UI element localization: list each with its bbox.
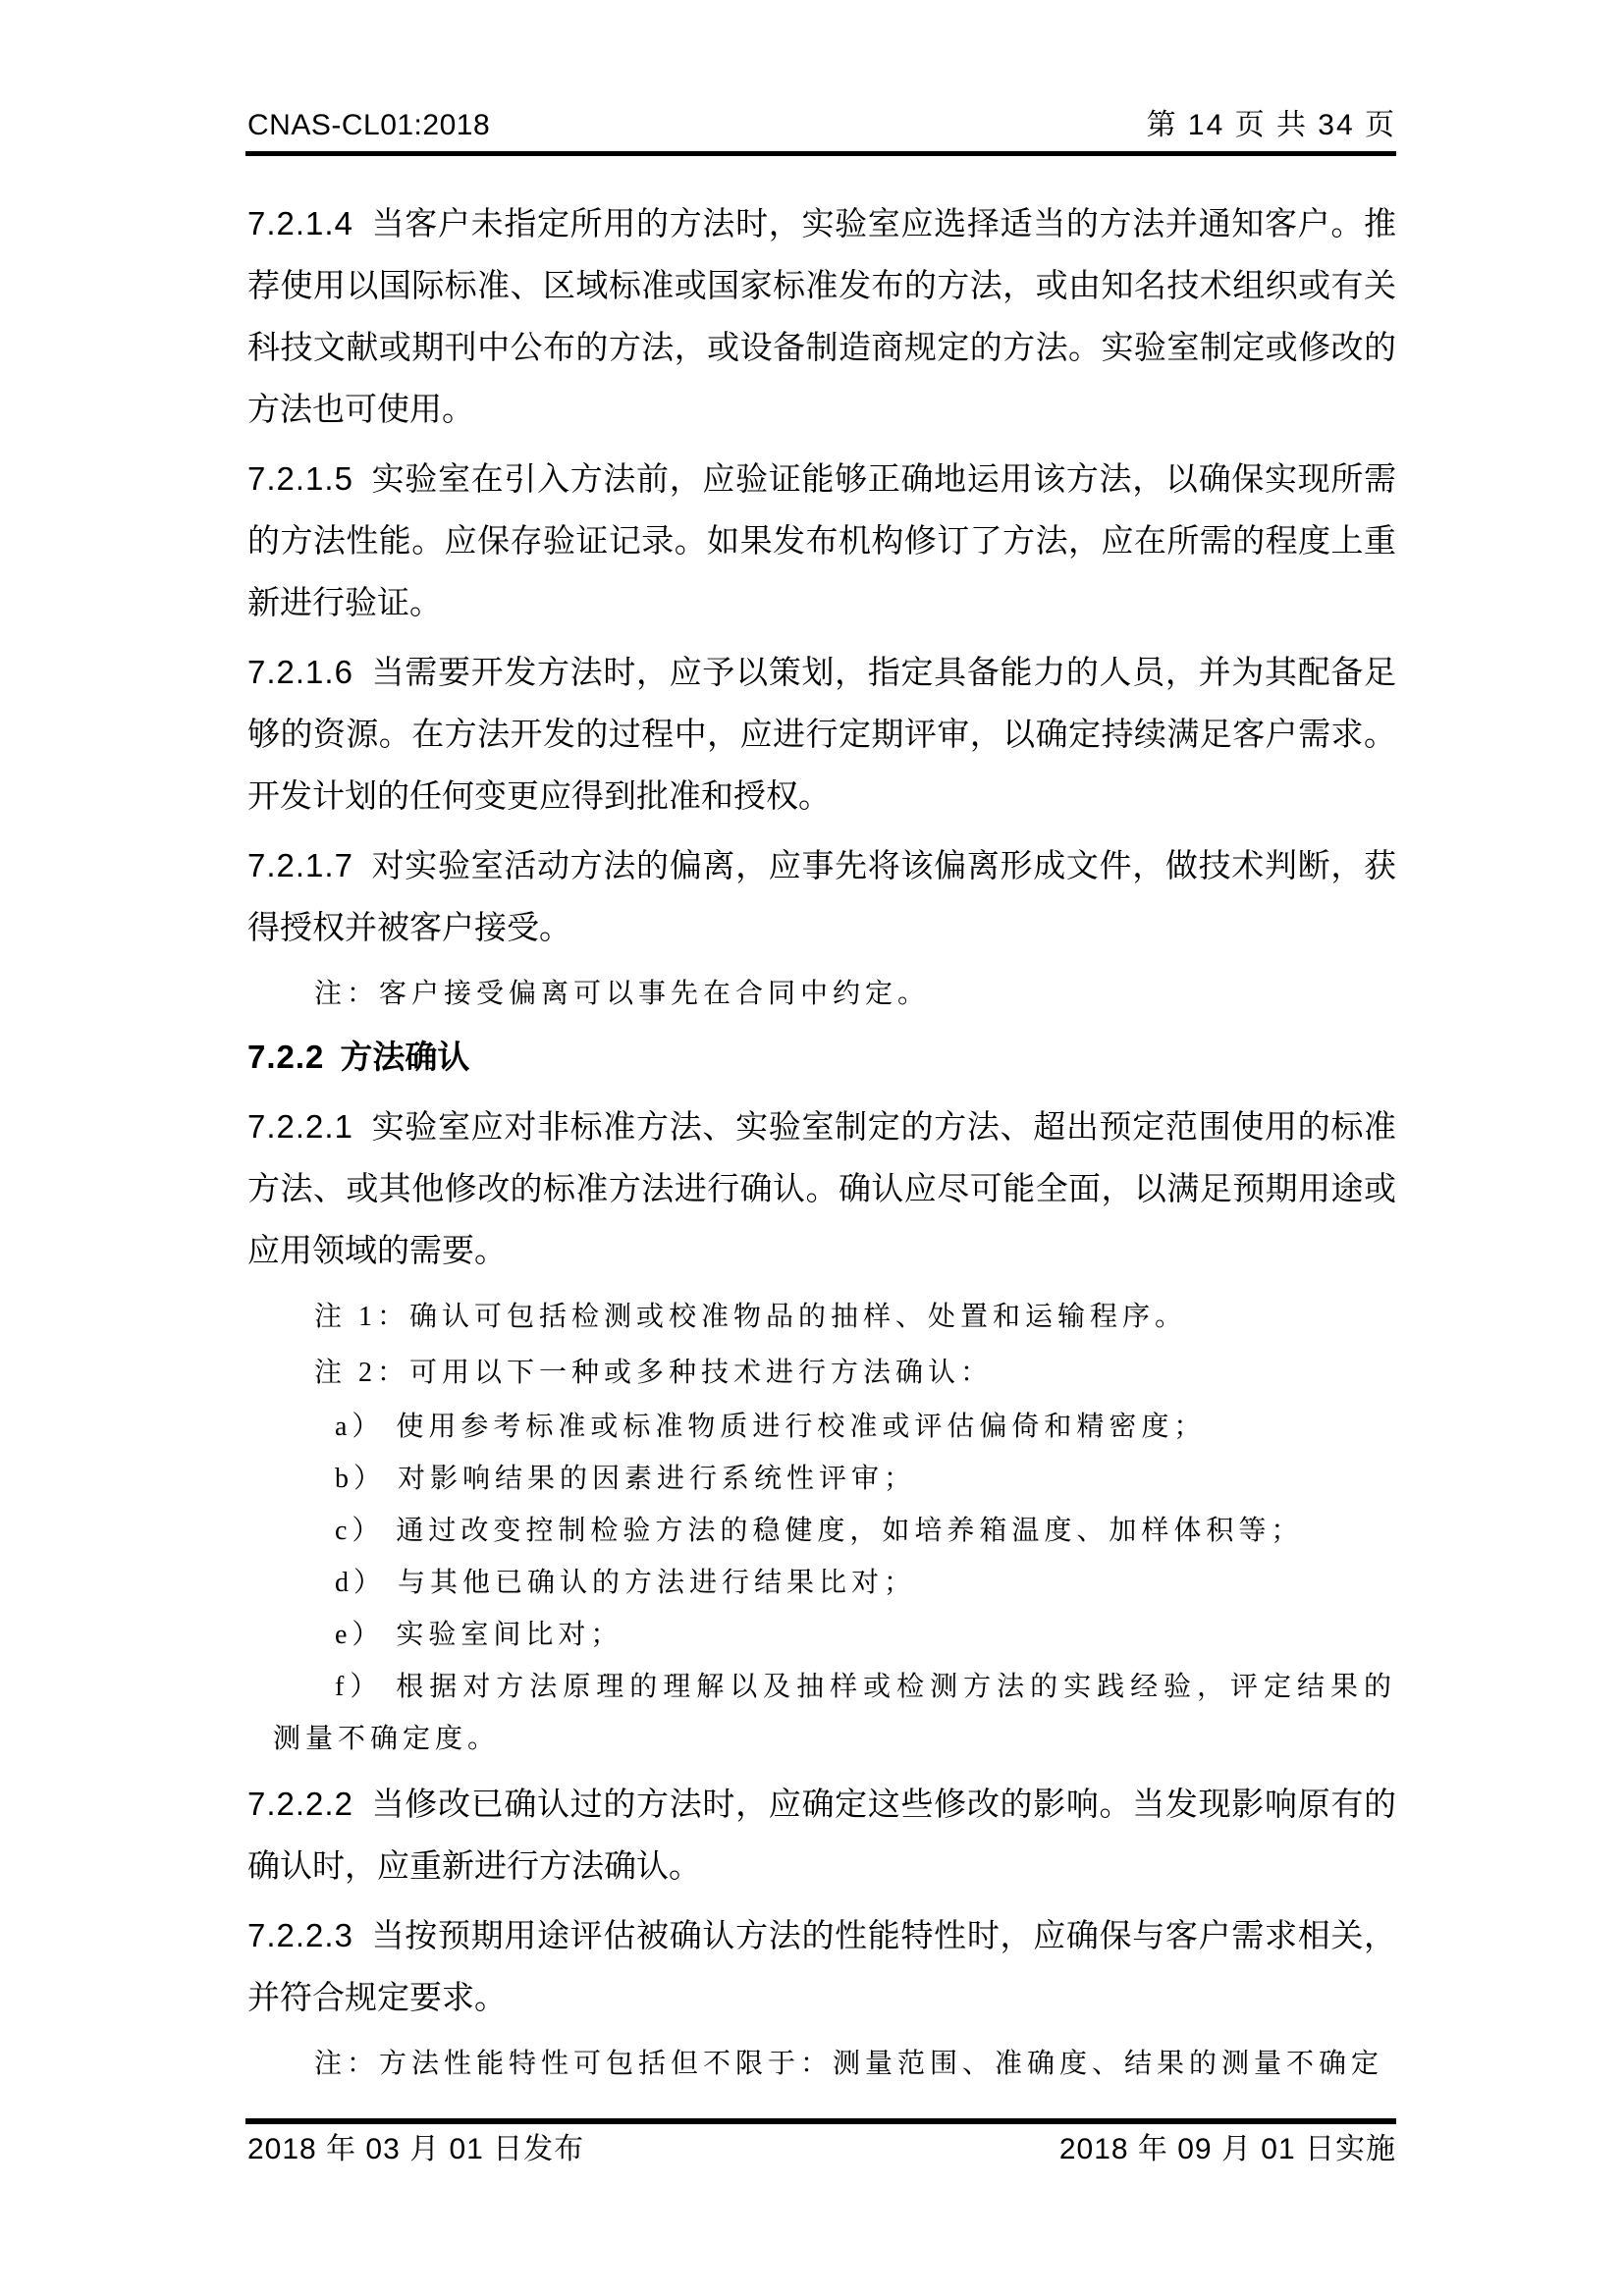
clause-number: 7.2.1.6	[247, 654, 353, 690]
clause-7-2-2-3	[247, 1904, 1396, 2030]
page-number-info: 第 14 页 共 34 页	[1146, 109, 1396, 141]
clause-text: 当客户未指定所用的方法时，实验室应选择适当的方法并通知客户。推荐使用以国际标准、区域标准或国家标准发布的方法，或由知名技术组织或有关科技文献或期刊中公布的方法，或设备制造商规定的方法。实验室制定或修改的方法也可使用。	[247, 207, 1396, 428]
clause-text: 实验室在引入方法前，应验证能够正确地运用该方法，以确保实现所需的方法性能。应保存验证记录。如果发布机构修订了方法，应在所需的程度上重新进行验证。	[247, 462, 1396, 621]
section-number: 7.2.2	[247, 1039, 325, 1075]
section-heading-7-2-2	[247, 1026, 1396, 1090]
clause-7-2-1-6	[247, 641, 1396, 828]
page-footer	[247, 2132, 1396, 2167]
document-body	[247, 192, 1396, 2092]
clause-7-2-1-7	[247, 834, 1396, 960]
release-date: 2018 年 03 月 01 日发布	[247, 2133, 585, 2165]
clause-text: 实验室应对非标准方法、实验室制定的方法、超出预定范围使用的标准方法、或其他修改的标准方法进行确认。确认应尽可能全面，以满足预期用途或应用领域的需要。	[247, 1110, 1396, 1269]
list-item-f: f） 根据对方法原理的理解以及抽样或检测方法的实践经验，评定结果的测量不确定度。	[273, 1672, 1396, 1754]
clause-number: 7.2.2.3	[247, 1917, 353, 1953]
list-item-a: a） 使用参考标准或标准物质进行校准或评估偏倚和精密度；	[335, 1412, 1207, 1442]
clause-7-2-1-4	[247, 192, 1396, 442]
clause-7-2-1-5	[247, 448, 1396, 635]
document-code: CNAS-CL01:2018	[247, 109, 491, 141]
clause-text: 对实验室活动方法的偏离，应事先将该偏离形成文件，做技术判断，获得授权并被客户接受。	[247, 849, 1396, 946]
note-2: 注 2：可用以下一种或多种技术进行方法确认：	[314, 1358, 994, 1388]
page-header	[247, 108, 1396, 143]
clause-number: 7.2.2.2	[247, 1786, 353, 1822]
clause-number: 7.2.1.5	[247, 460, 353, 497]
clause-text: 当按预期用途评估被确认方法的性能特性时，应确保与客户需求相关，并符合规定要求。	[247, 1919, 1396, 2016]
header-rule	[245, 151, 1396, 156]
clause-number: 7.2.2.1	[247, 1108, 353, 1145]
section-title: 方法确认	[340, 1039, 470, 1075]
list-item-c: c） 通过改变控制检验方法的稳健度，如培养箱温度、加样体积等；	[335, 1516, 1304, 1546]
clause-7-2-2-1	[247, 1095, 1396, 1283]
note-1: 注 1：确认可包括检测或校准物品的抽样、处置和运输程序。	[314, 1302, 1188, 1332]
clause-7-2-2-2	[247, 1773, 1396, 1898]
list-item-e: e） 实验室间比对；	[335, 1620, 623, 1650]
list-item-b: b） 对影响结果的因素进行系统性评审；	[335, 1464, 917, 1494]
note-clause-7-2-1-7: 注：客户接受偏离可以事先在合同中约定。	[314, 979, 931, 1009]
list-item-d: d） 与其他已确认的方法进行结果比对；	[335, 1568, 917, 1598]
clause-text: 当需要开发方法时，应予以策划，指定具备能力的人员，并为其配备足够的资源。在方法开发的过程中，应进行定期评审，以确定持续满足客户需求。开发计划的任何变更应得到批准和授权。	[247, 656, 1396, 815]
method-validation-technique-list	[247, 1401, 1396, 1765]
clause-text: 当修改已确认过的方法时，应确定这些修改的影响。当发现影响原有的确认时，应重新进行方法确认。	[247, 1788, 1396, 1885]
implement-date: 2018 年 09 月 01 日实施	[1058, 2133, 1396, 2165]
footer-rule	[245, 2118, 1396, 2124]
note-clause-7-2-2-3: 注：方法性能特性可包括但不限于：测量范围、准确度、结果的测量不确定	[314, 2049, 1384, 2079]
clause-number: 7.2.1.7	[247, 847, 353, 883]
clause-number: 7.2.1.4	[247, 205, 353, 241]
